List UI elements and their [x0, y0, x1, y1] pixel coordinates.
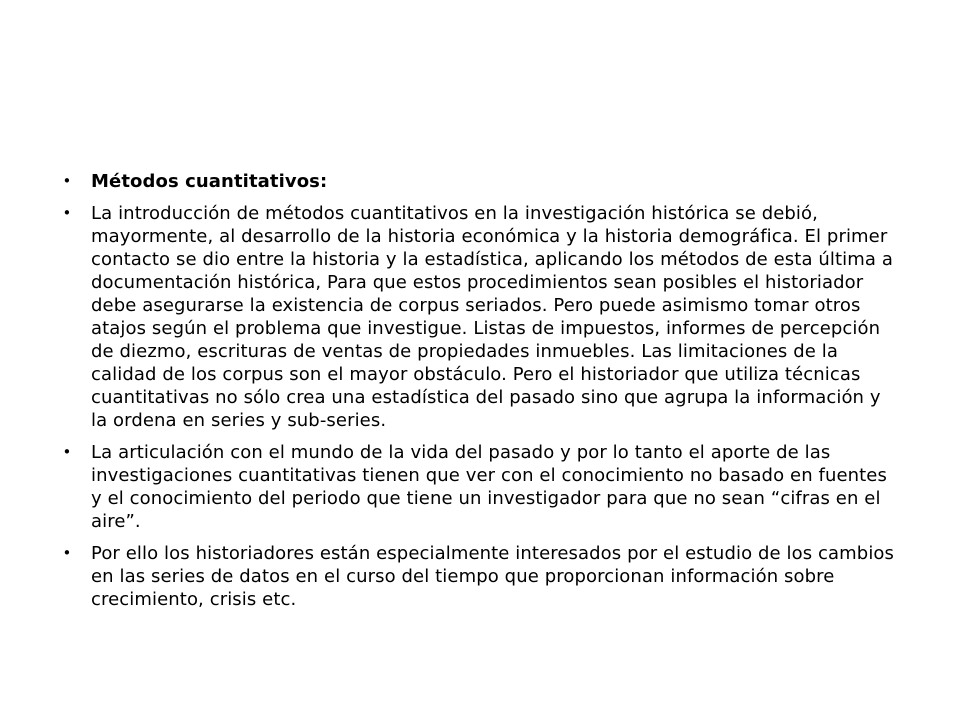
bullet-icon: •: [62, 204, 72, 222]
bullet-text-introduction: La introducción de métodos cuantitativos en la investigación histórica se debió, mayormente, al desarrollo de la historia económica y la historia demográfica. El primer contacto se dio entre la historia y la estadística, aplicando los métodos de esta última a documentación histórica, Para que estos procedimientos sean posibles el historiador debe asegurarse la existencia de corpus seriados. Pero puede asimismo tomar otros atajos según el problema que investigue. Listas de impuestos, informes de percepción de diezmo, escrituras de ventas de propiedades inmuebles. Las limitaciones de la calidad de los corpus son el mayor obstáculo. Pero el historiador que utiliza técnicas cuantitativas no sólo crea una estadística del pasado sino que agrupa la información y la ordena en series y sub-series.: [91, 203, 893, 431]
bullet-icon: •: [62, 544, 72, 562]
slide-body: [60, 170, 900, 620]
bullet-text-heading: Métodos cuantitativos:: [91, 171, 328, 192]
bullet-icon: •: [62, 172, 72, 190]
bullet-item-articulation: [60, 441, 900, 533]
bullet-item-introduction: [60, 202, 900, 432]
bullet-item-conclusion: [60, 542, 900, 611]
bullet-list: [60, 170, 900, 611]
bullet-text-articulation: La articulación con el mundo de la vida del pasado y por lo tanto el aporte de las investigaciones cuantitativas tienen que ver con el conocimiento no basado en fuentes y el conocimiento del periodo que tiene un investigador para que no sean “cifras en el aire”.: [91, 442, 887, 532]
bullet-text-conclusion: Por ello los historiadores están especialmente interesados por el estudio de los cambios en las series de datos en el curso del tiempo que proporcionan información sobre crecimiento, crisis etc.: [91, 543, 895, 610]
bullet-icon: •: [62, 443, 72, 461]
bullet-item-heading: [60, 170, 900, 193]
